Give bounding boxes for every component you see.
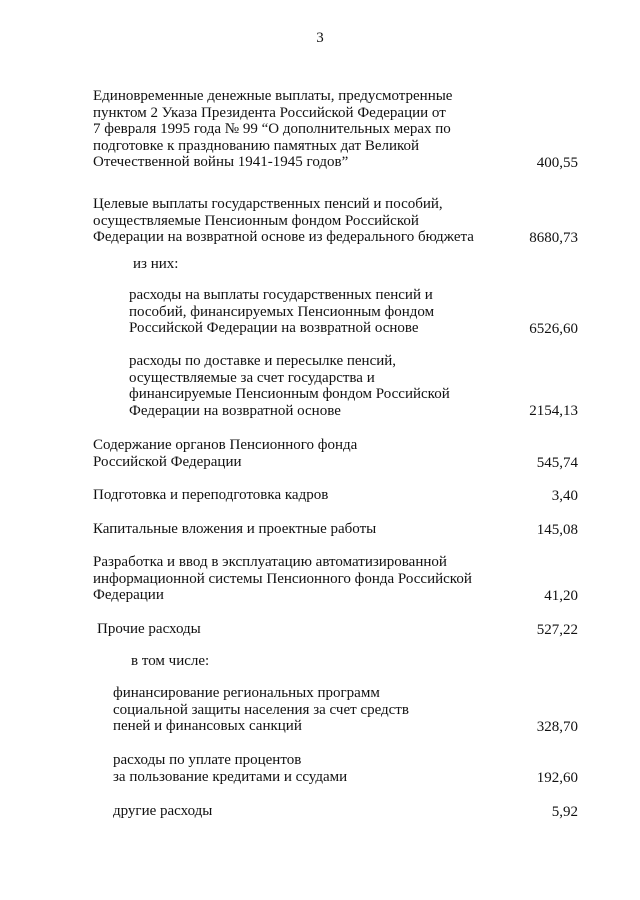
entry-of-which-header [0,256,640,273]
entry-miscellaneous-expenses [0,803,640,820]
entry-including-header [0,653,640,670]
entry-lump-sum-payments [0,88,640,171]
entry-label: Капитальные вложения и проектные работы [93,521,377,537]
entry-amount: 328,70 [536,718,578,735]
entry-amount: 2154,13 [529,402,578,419]
entry-label: расходы на выплаты государственных пенсий и пособий, финансируемых Пенсионным фондом Российской Федерации на возвратной основе [129,287,435,336]
entry-capital-investments [0,521,640,538]
entry-amount: 192,60 [536,769,578,786]
page-number: 3 [316,30,324,46]
entry-staff-training [0,487,640,504]
entry-label: Прочие расходы [97,621,201,637]
entry-other-expenses [0,621,640,638]
entry-label: Подготовка и переподготовка кадров [93,487,329,503]
entry-label: в том числе: [131,653,210,669]
entry-label: расходы по уплате процентов за пользование кредитами и ссудами [113,752,348,785]
entry-label: Единовременные денежные выплаты, предусмотренные пунктом 2 Указа Президента Российской Федерации от 7 февраля 1995 года № 99 “О дополнительных мерах по подготовке к празднованию памятных дат Великой Отечественной войны 1941-1945 годов” [93,88,453,170]
entry-label: финансирование региональных программ социальной защиты населения за счет средств пеней и финансовых санкций [113,685,409,734]
entry-label: Содержание органов Пенсионного фонда Российской Федерации [93,437,358,470]
entry-pension-delivery-expenses [0,353,640,419]
entry-regional-programs [0,685,640,735]
entry-label: Целевые выплаты государственных пенсий и пособий, осуществляемые Пенсионным фондом Российской Федерации на возвратной основе из федерального бюджета [93,196,474,245]
entry-amount: 400,55 [536,154,578,171]
entry-label: Разработка и ввод в эксплуатацию автоматизированной информационной системы Пенсионного фонда Российской Федерации [93,554,472,603]
entry-label: из них: [133,256,179,272]
entry-interest-payments [0,752,640,786]
entry-pension-fund-maintenance [0,437,640,471]
entry-amount: 41,20 [544,587,578,604]
entry-amount: 3,40 [551,487,578,504]
entry-targeted-pension-payments [0,196,640,246]
entry-amount: 8680,73 [529,229,578,246]
entry-amount: 5,92 [551,803,578,820]
entry-amount: 545,74 [536,454,578,471]
entry-amount: 527,22 [536,621,578,638]
entry-label: расходы по доставке и пересылке пенсий, осуществляемые за счет государства и финансируемые Пенсионным фондом Российской Федерации на возвратной основе [129,353,450,419]
entry-pension-payment-expenses [0,287,640,337]
entry-information-system-development [0,554,640,604]
entry-amount: 6526,60 [529,320,578,337]
entry-label: другие расходы [113,803,213,819]
entry-amount: 145,08 [536,521,578,538]
